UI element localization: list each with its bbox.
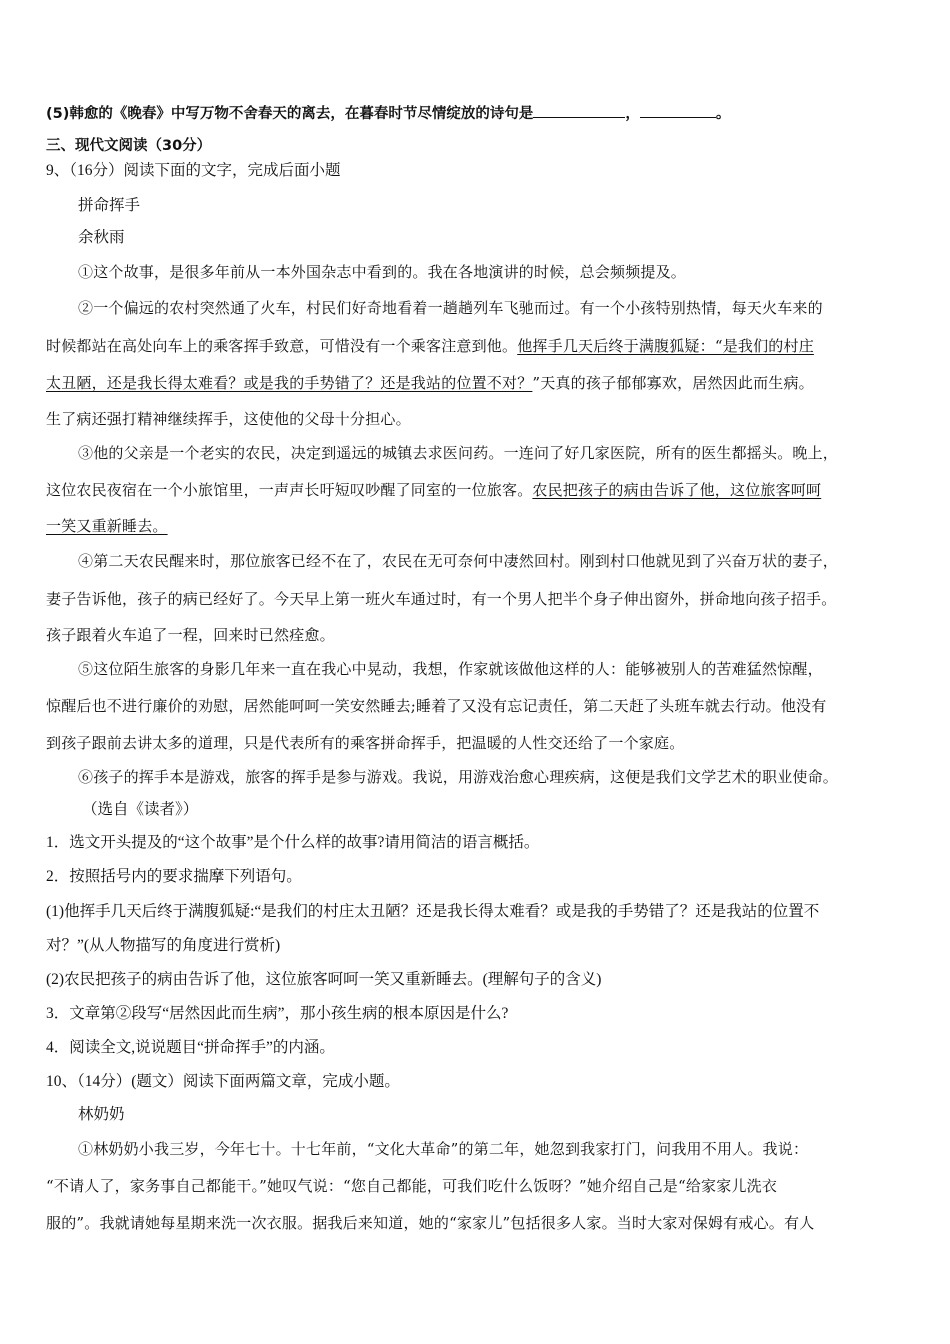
answer-blank-1[interactable] — [533, 103, 625, 118]
paragraph-5-line-1: ⑤这位陌生旅客的身影几年来一直在我心中晃动，我想，作家就该做他这样的人：能够被别人的苦难猛然惊醒， — [78, 660, 823, 678]
paragraph-3-line-2 — [46, 480, 821, 500]
article-title: 拼命挥手 — [78, 197, 141, 214]
question-5-text: (5)韩愈的《晚春》中写万物不舍春天的离去，在暮春时节尽情绽放的诗句是 — [46, 106, 534, 122]
article-2-paragraph-1-line-1: ①林奶奶小我三岁，今年七十。十七年前，“文化大革命”的第二年，她忽到我家打门，问我用不用人。我说： — [78, 1140, 809, 1158]
paragraph-2-line-3 — [46, 373, 814, 393]
underlined-sentence-2: 农民把孩子的病由告诉了他，这位旅客呵呵 — [532, 481, 822, 499]
paragraph-2-line-4: 生了病还强打精神继续挥手，这使他的父母十分担心。 — [46, 410, 411, 428]
subquestion-2-2: (2)农民把孩子的病由告诉了他，这位旅客呵呵一笑又重新睡去。(理解句子的含义) — [46, 971, 602, 988]
paragraph-3-line-1: ③他的父亲是一个老实的农民，决定到遥远的城镇去求医问药。一连问了好几家医院，所有的医生都摇头。晚上， — [78, 444, 839, 462]
paragraph-6: ⑥孩子的挥手本是游戏，旅客的挥手是参与游戏。我说，用游戏治愈心理疾病，这便是我们文学艺术的职业使命。 — [78, 768, 839, 786]
question-5-separator: ， — [625, 106, 640, 122]
article-2-paragraph-1-line-2: “不请人了，家务事自己都能干。”她叹气说：“您自己都能，可我们吃什么饭呀？”她介绍自己是“给家家儿洗衣 — [46, 1177, 778, 1195]
question-9-header: 9、（16分）阅读下面的文字，完成后面小题 — [46, 162, 341, 179]
article-source: （选自《读者》） — [82, 801, 199, 818]
question-5-line — [46, 103, 730, 124]
paragraph-2-text: 时候都站在高处向车上的乘客挥手致意，可惜没有一个乘客注意到他。 — [46, 337, 518, 355]
article-2-title: 林奶奶 — [78, 1106, 125, 1123]
section-3-heading: 三、现代文阅读（30分） — [46, 138, 212, 154]
paragraph-5-line-2: 惊醒后也不进行廉价的劝慰，居然能呵呵一笑安然睡去;睡着了又没有忘记责任，第二天赶了头班车就去行动。他没有 — [46, 697, 827, 715]
paragraph-4-line-2: 妻子告诉他，孩子的病已经好了。今天早上第一班火车通过时，有一个男人把半个身子伸出窗外，拼命地向孩子招手。 — [46, 590, 837, 608]
paragraph-2-text-cont: ”天真的孩子郁郁寡欢，居然因此而生病。 — [532, 374, 814, 392]
article-2-paragraph-1-line-3: 服的”。我就请她每星期来洗一次衣服。据我后来知道，她的“家家儿”包括很多人家。当时大家对保姆有戒心。有人 — [46, 1214, 815, 1232]
underlined-sentence-2-cont: 一笑又重新睡去。 — [46, 517, 168, 535]
subquestion-2-1-line-1: (1)他挥手几天后终于满腹狐疑:“是我们的村庄太丑陋？还是我长得太难看？或是我的手势错了？还是我站的位置不 — [46, 903, 820, 920]
question-5-end: 。 — [715, 106, 731, 122]
paragraph-2-line-1: ②一个偏远的农村突然通了火车，村民们好奇地看着一趟趟列车飞驰而过。有一个小孩特别热情，每天火车来的 — [78, 299, 823, 317]
paragraph-5-line-3: 到孩子跟前去讲太多的道理，只是代表所有的乘客拼命挥手，把温暖的人性交还给了一个家庭。 — [46, 734, 685, 752]
subquestion-4: 4．阅读全文,说说题目“拼命挥手”的内涵。 — [46, 1039, 335, 1056]
subquestion-1: 1．选文开头提及的“这个故事”是个什么样的故事?请用简洁的语言概括。 — [46, 834, 540, 851]
paragraph-4-line-1: ④第二天农民醒来时，那位旅客已经不在了，农民在无可奈何中凄然回村。刚到村口他就见到了兴奋万状的妻子， — [78, 552, 839, 570]
paragraph-3-text: 这位农民夜宿在一个小旅馆里，一声声长吁短叹吵醒了同室的一位旅客。 — [46, 481, 533, 499]
answer-blank-2[interactable] — [640, 103, 716, 118]
subquestion-3: 3．文章第②段写“居然因此而生病”，那小孩生病的根本原因是什么? — [46, 1005, 509, 1022]
underlined-sentence-1: 他挥手几天后终于满腹狐疑：“是我们的村庄 — [517, 337, 814, 355]
subquestion-2-1-line-2: 对？”(从人物描写的角度进行赏析) — [46, 937, 281, 954]
subquestion-2: 2．按照括号内的要求揣摩下列语句。 — [46, 868, 302, 885]
underlined-sentence-1-cont: 太丑陋，还是我长得太难看？或是我的手势错了？还是我站的位置不对？ — [46, 374, 533, 392]
article-author: 余秋雨 — [78, 229, 125, 246]
question-10-header: 10、（14分）(题文）阅读下面两篇文章，完成小题。 — [46, 1073, 400, 1090]
paragraph-2-line-2 — [46, 336, 814, 356]
paragraph-1: ①这个故事，是很多年前从一本外国杂志中看到的。我在各地演讲的时候，总会频频提及。 — [78, 263, 687, 281]
paragraph-4-line-3: 孩子跟着火车追了一程，回来时已然痊愈。 — [46, 626, 335, 644]
